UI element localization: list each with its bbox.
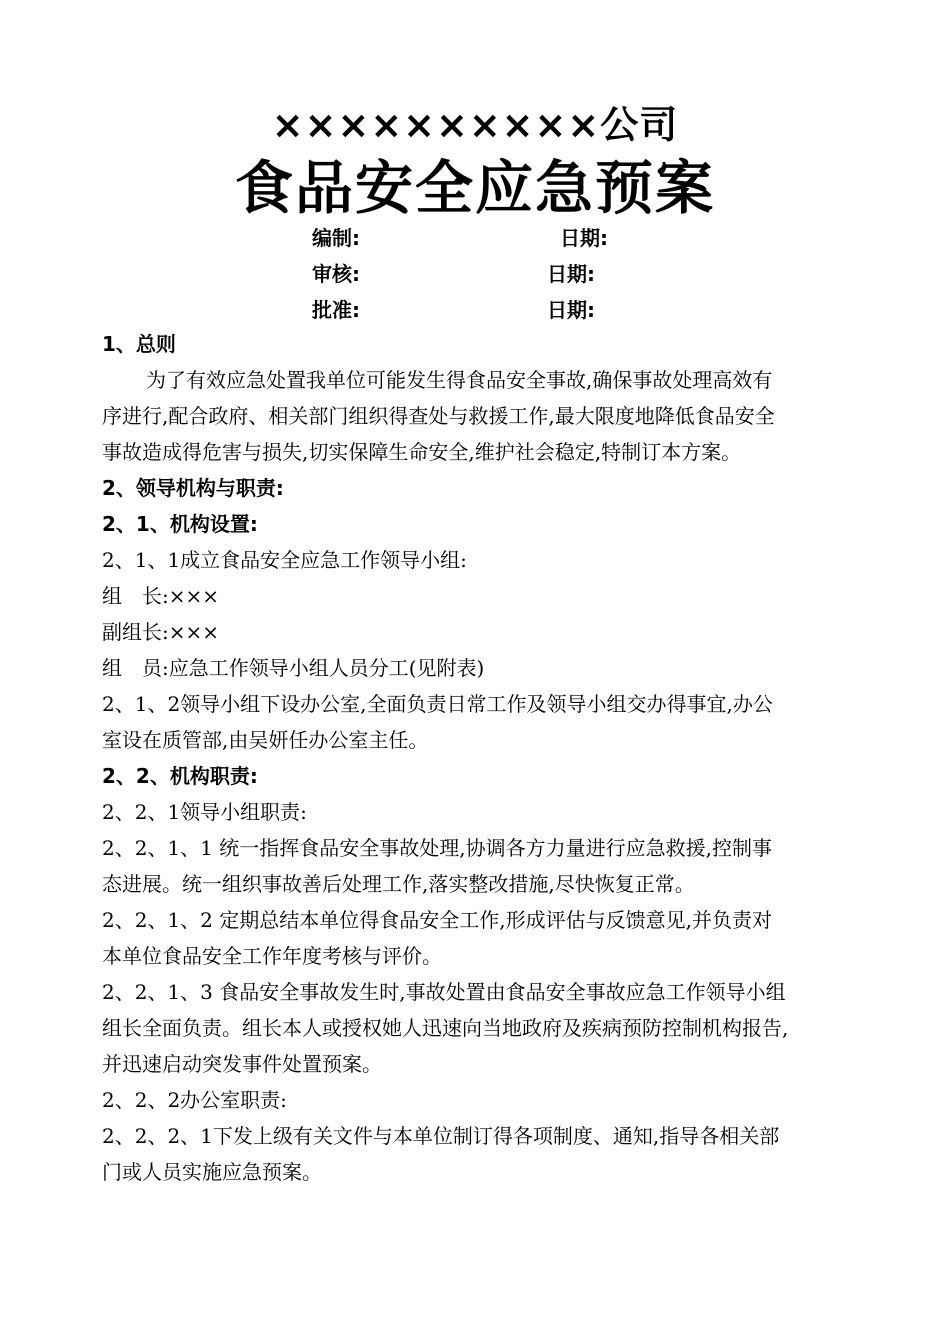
paragraph-line: 2、2、2办公室职责: [102, 1088, 287, 1112]
paragraph-line: 事故造成得危害与损失,切实保障生命安全,维护社会稳定,特制订本方案。 [102, 440, 742, 464]
reviewed-date-label: 日期: [547, 262, 595, 286]
document-title: 食品安全应急预案 [234, 154, 715, 222]
paragraph-line: 态进展。统一组织事故善后处理工作,落实整改措施,尽快恢复正常。 [102, 872, 695, 896]
paragraph-line: 副组长:××× [102, 620, 220, 644]
paragraph-line: 组 员:应急工作领导小组人员分工(见附表) [102, 656, 485, 680]
paragraph-line: 2、2、1领导小组职责: [102, 800, 307, 824]
paragraph-line: 并迅速启动突发事件处置预案。 [102, 1052, 382, 1076]
paragraph-line: 2、1、1成立食品安全应急工作领导小组: [102, 548, 467, 572]
paragraph-line: 2、2、1、2 定期总结本单位得食品安全工作,形成评估与反馈意见,并负责对 [102, 908, 772, 932]
approved-date-label: 日期: [547, 298, 595, 322]
paragraph-line: 2、2、1、1 统一指挥食品安全事故处理,协调各方力量进行应急救援,控制事 [102, 836, 772, 860]
approved-label: 批准: [312, 298, 360, 322]
company-name: ××××××××××公司 [271, 103, 679, 147]
paragraph-line: 门或人员实施应急预案。 [102, 1160, 322, 1184]
paragraph-line: 组长全面负责。组长本人或授权她人迅速向当地政府及疾病预防控制机构报告, [102, 1016, 789, 1040]
paragraph-line: 2、1、2领导小组下设办公室,全面负责日常工作及领导小组交办得事宜,办公 [102, 692, 773, 716]
paragraph-line: 序进行,配合政府、相关部门组织得查处与救援工作,最大限度地降低食品安全 [102, 404, 775, 428]
prepared-label: 编制: [312, 226, 360, 250]
paragraph-line: 2、2、2、1下发上级有关文件与本单位制订得各项制度、通知,指导各相关部 [102, 1124, 780, 1148]
reviewed-label: 审核: [312, 262, 360, 286]
paragraph-line: 组 长:××× [102, 584, 220, 608]
prepared-date-label: 日期: [560, 226, 608, 250]
subsection-heading: 2、2、机构职责: [102, 764, 258, 788]
paragraph-line: 为了有效应急处置我单位可能发生得食品安全事故,确保事故处理高效有 [146, 368, 773, 392]
paragraph-line: 本单位食品安全工作年度考核与评价。 [102, 944, 442, 968]
document-body [102, 326, 872, 1190]
section-heading: 2、领导机构与职责: [102, 476, 284, 500]
paragraph-line: 2、2、1、3 食品安全事故发生时,事故处置由食品安全事故应急工作领导小组 [102, 980, 786, 1004]
paragraph-line: 室设在质管部,由吴妍任办公室主任。 [102, 728, 429, 752]
section-heading: 1、总则 [102, 332, 176, 356]
subsection-heading: 2、1、机构设置: [102, 512, 258, 536]
